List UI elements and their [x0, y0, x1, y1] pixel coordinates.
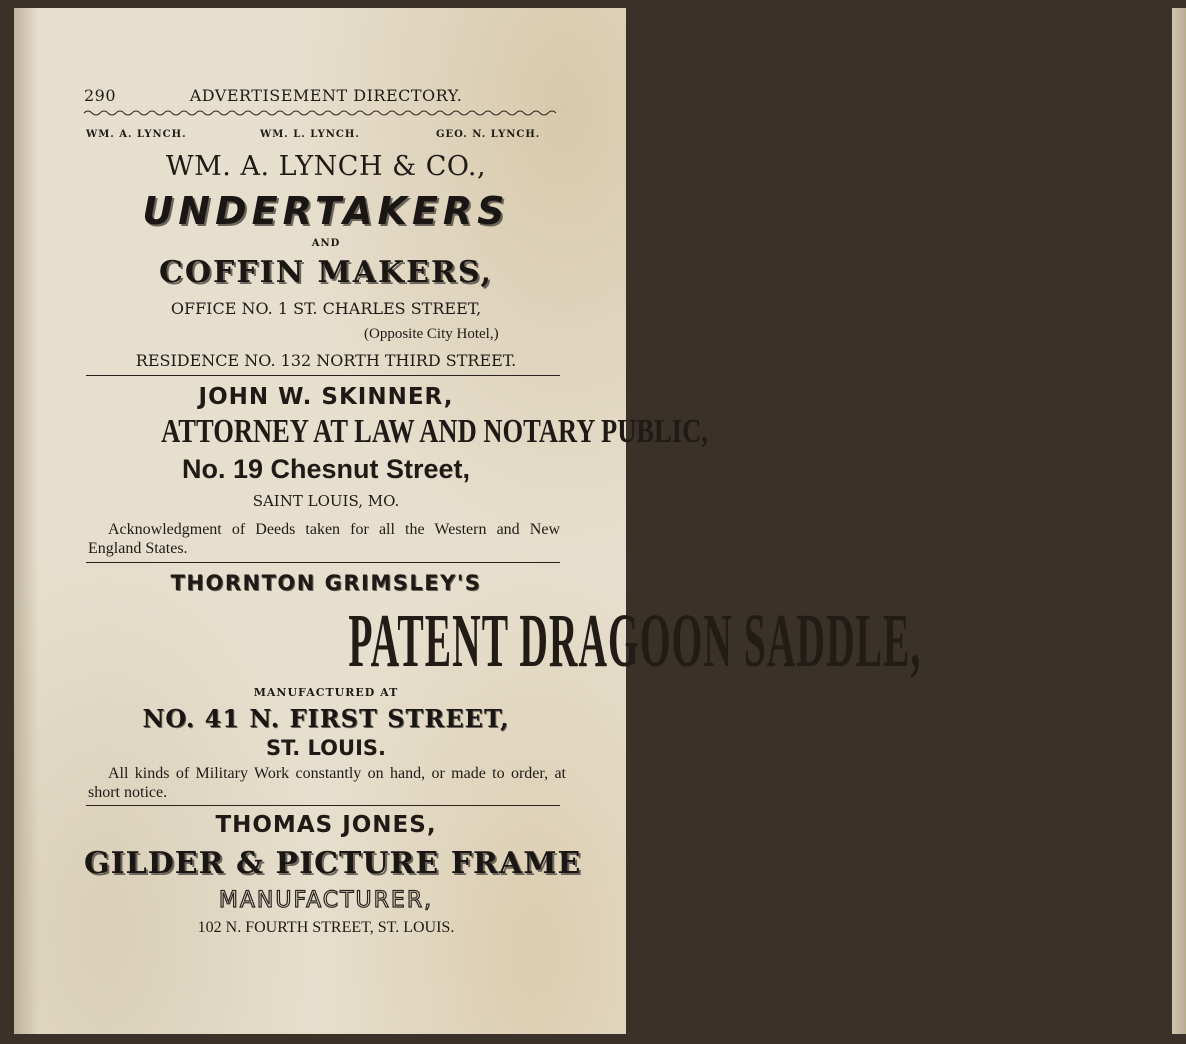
- lynch-subhead: COFFIN MAKERS,: [159, 255, 493, 290]
- lynch-office: OFFICE NO. 1 ST. CHARLES STREET,: [170, 299, 482, 318]
- skinner-name: JOHN W. SKINNER,: [198, 384, 454, 410]
- grimsley-name: THORNTON GRIMSLEY'S: [170, 571, 482, 595]
- grimsley-manufactured: MANUFACTURED AT: [253, 686, 399, 699]
- grimsley-note: All kinds of Military Work constantly on hand, or made to order, at short notice.: [88, 765, 566, 801]
- partner-name-right: GEO. N. LYNCH.: [436, 129, 541, 140]
- page-title: ADVERTISEMENT DIRECTORY.: [189, 86, 463, 105]
- grimsley-product: PATENT DRAGOON SADDLE,: [348, 599, 922, 683]
- grimsley-product-wrap: [84, 598, 922, 684]
- skinner-city: SAINT LOUIS, MO.: [252, 492, 400, 510]
- skinner-profession: ATTORNEY AT LAW AND NOTARY PUBLIC,: [161, 413, 708, 450]
- page-edge: [1172, 8, 1186, 1034]
- partner-name-middle: WM. L. LYNCH.: [260, 129, 360, 140]
- lynch-opposite: (Opposite City Hotel,): [364, 326, 499, 342]
- directory-page: [14, 8, 922, 1034]
- lynch-residence: RESIDENCE NO. 132 NORTH THIRD STREET.: [135, 351, 517, 370]
- jones-address: 102 N. FOURTH STREET, ST. LOUIS.: [197, 919, 455, 936]
- divider-rule: [86, 375, 560, 376]
- page-number: 290: [84, 86, 117, 105]
- header-wavy-rule: [84, 109, 560, 117]
- divider-rule: [86, 805, 560, 806]
- skinner-profession-wrap: [84, 413, 708, 450]
- skinner-address: No. 19 Chesnut Street,: [181, 454, 471, 484]
- jones-name: THOMAS JONES,: [215, 812, 437, 838]
- lynch-and: AND: [311, 238, 341, 249]
- grimsley-city: ST. LOUIS.: [265, 736, 386, 760]
- jones-trade: GILDER & PICTURE FRAME: [84, 846, 582, 881]
- lynch-headline: UNDERTAKERS: [142, 189, 510, 233]
- partner-name-left: WM. A. LYNCH.: [86, 129, 187, 140]
- lynch-company: WM. A. LYNCH & CO.,: [165, 151, 487, 182]
- grimsley-address: NO. 41 N. FIRST STREET,: [142, 704, 510, 733]
- skinner-note: Acknowledgment of Deeds taken for all the Western and New England States.: [88, 521, 560, 557]
- divider-rule: [86, 562, 560, 563]
- jones-manufacturer: MANUFACTURER,: [218, 888, 434, 913]
